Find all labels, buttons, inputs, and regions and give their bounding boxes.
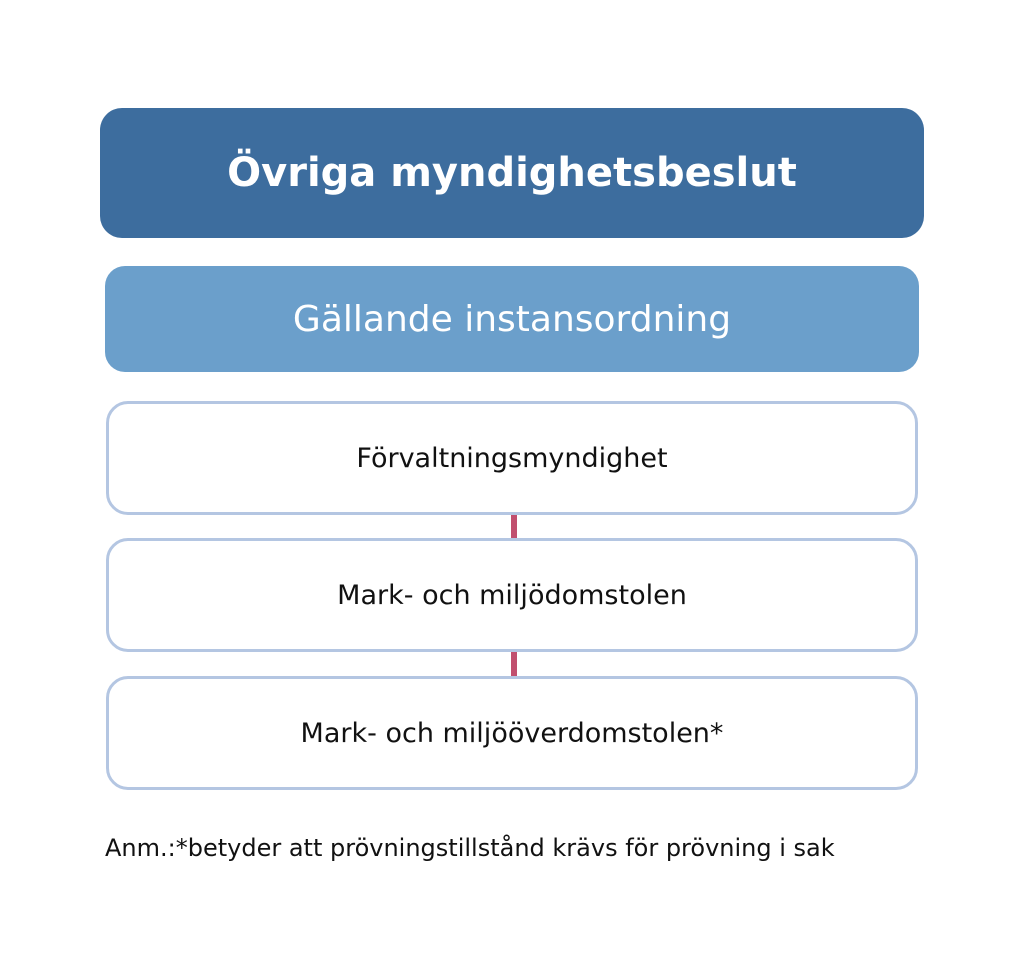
diagram-title-text: Övriga myndighetsbeslut (227, 150, 797, 196)
level-box-mark-och-miljooverdomstolen (106, 676, 918, 790)
level-label: Mark- och miljödomstolen (337, 579, 687, 611)
connector-line (511, 515, 517, 538)
diagram-subtitle-text: Gällande instansordning (292, 298, 732, 340)
diagram-subtitle (105, 266, 919, 372)
level-box-forvaltningsmyndighet (106, 401, 918, 515)
level-label: Förvaltningsmyndighet (356, 442, 668, 474)
footnote (105, 834, 835, 862)
footnote-text: Anm.:*betyder att prövningstillstånd krävs för prövning i sak (105, 834, 835, 862)
diagram-title (100, 108, 924, 238)
level-label: Mark- och miljööverdomstolen* (300, 717, 724, 749)
level-box-mark-och-miljodomstolen (106, 538, 918, 652)
connector-line (511, 652, 517, 676)
